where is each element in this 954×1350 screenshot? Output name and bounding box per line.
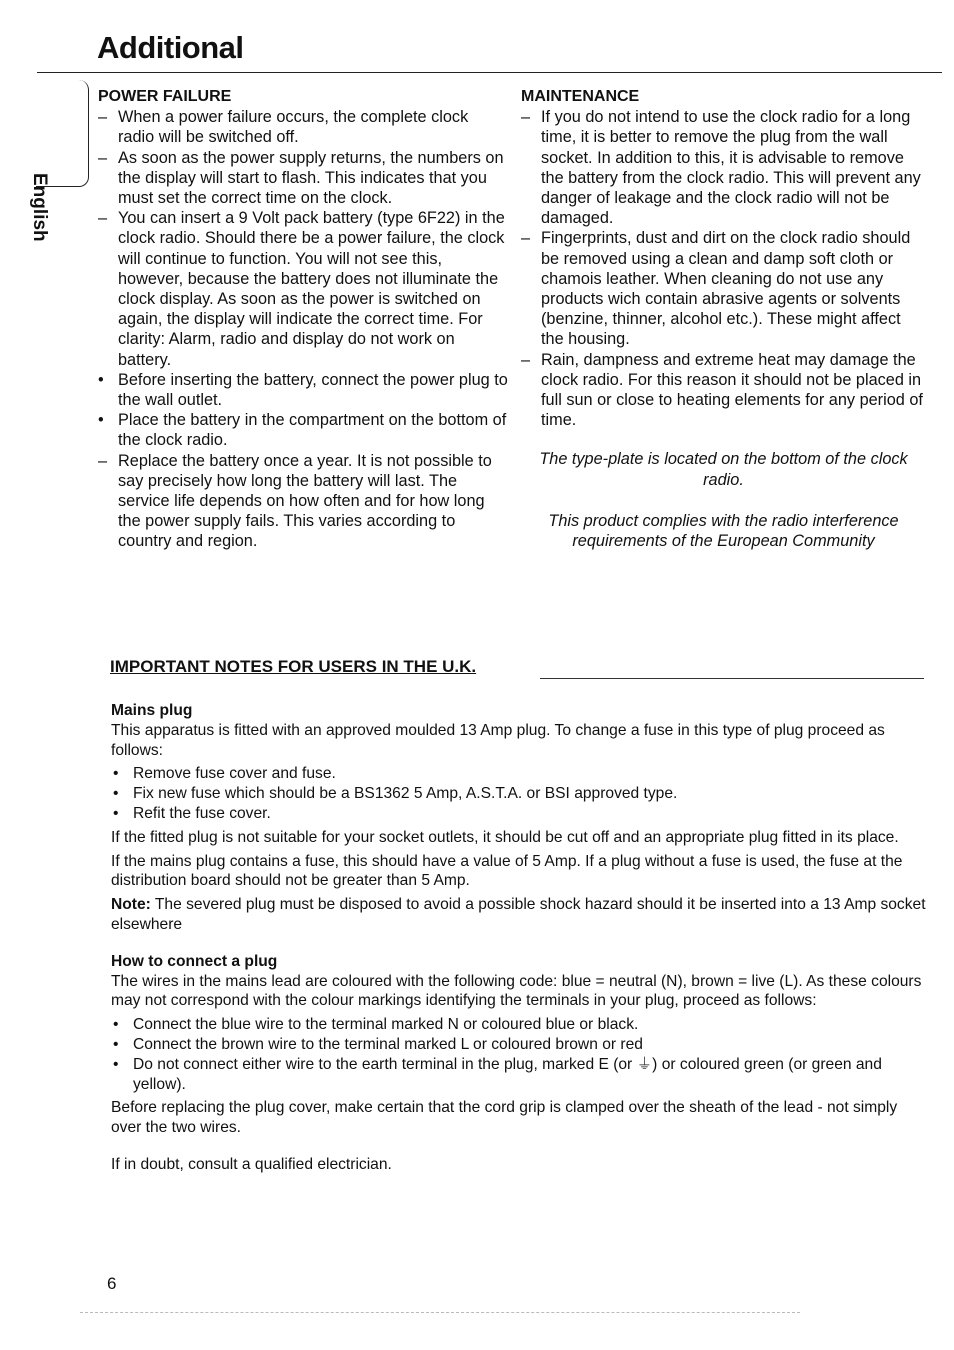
connect-plug-heading: How to connect a plug	[111, 952, 278, 970]
scan-artifact-line	[80, 1312, 800, 1313]
title-divider	[37, 72, 942, 73]
list-item: – When a power failure occurs, the complete clock radio will be switched off.	[98, 108, 469, 147]
connect-steps-list	[111, 1015, 926, 1094]
mains-plug-heading: Mains plug	[111, 702, 193, 719]
list-item: – Fingerprints, dust and dirt on the clock radio should be removed using a clean and damp soft cloth or chamois leather. When cleaning do not use any products wich contain abrasive agents or solvents (benzine, thinner, alcohol etc.). These might affect the housing.	[521, 229, 911, 349]
page-title: Additional	[97, 30, 244, 65]
fuse-paragraph: If the mains plug contains a fuse, this should have a value of 5 Amp. If a plug without a fuse is used, the fuse at the distribution board should not be greater than 5 Amp.	[111, 852, 903, 890]
maintenance-list	[521, 107, 926, 430]
list-item: • Place the battery in the compartment on the bottom of the clock radio.	[98, 411, 507, 450]
list-item: • Remove fuse cover and fuse.	[113, 765, 336, 783]
uk-notes-body	[111, 701, 926, 1175]
compliance-note: This product complies with the radio interference requirements of the European Community	[548, 511, 899, 551]
list-item: • Connect the brown wire to the terminal marked L or coloured brown or red	[113, 1035, 643, 1053]
connect-intro: The wires in the mains lead are coloured with the following code: blue = neutral (N), brown = live (L). As these colours may not correspond with the colour markings identifying the terminals in your plug, proceed as follows:	[111, 972, 922, 1010]
uk-notes-rule	[540, 678, 924, 679]
mains-intro: This apparatus is fitted with an approved moulded 13 Amp plug. To change a fuse in this type of plug proceed as follows:	[111, 721, 885, 759]
list-item: • Fix new fuse which should be a BS1362 5 Amp, A.S.T.A. or BSI approved type.	[113, 785, 678, 803]
list-item: • Refit the fuse cover.	[113, 804, 271, 822]
cord-grip-paragraph: Before replacing the plug cover, make certain that the cord grip is clamped over the sheath of the lead - not simply over the two wires.	[111, 1099, 898, 1137]
uk-notes-heading: IMPORTANT NOTES FOR USERS IN THE U.K.	[110, 657, 477, 676]
power-failure-list	[98, 107, 508, 551]
type-plate-note: The type-plate is located on the bottom of the clock radio.	[539, 450, 908, 489]
list-item: – As soon as the power supply returns, the numbers on the display will start to flash. This indicates that you must set the correct time on the clock.	[98, 148, 504, 208]
note-label: Note:	[111, 896, 151, 914]
language-tab-label: English	[29, 173, 50, 242]
note-text: The severed plug must be disposed to avoid a possible shock hazard should it be inserted into a 13 Amp socket elsewhere	[111, 896, 926, 933]
language-tab	[29, 80, 89, 242]
maintenance-heading: MAINTENANCE	[521, 88, 640, 105]
list-item: • Before inserting the battery, connect the power plug to the wall outlet.	[98, 370, 508, 410]
list-item: – You can insert a 9 Volt pack battery (type 6F22) in the clock radio. Should there be a power failure, the clock will continue to function. You will not see this, however, because the battery does not illuminate the clock display. As soon as the power is switched on again, the display will indicate the correct time. For clarity: Alarm, radio and display do not work on battery.	[98, 209, 505, 369]
list-item: – Rain, dampness and extreme heat may damage the clock radio. For this reason it should not be placed in full sun or close to heating elements for any period of time.	[521, 350, 923, 430]
page-number: 6	[107, 1274, 117, 1293]
doubt-paragraph: If in doubt, consult a qualified electrician.	[111, 1155, 392, 1173]
mains-steps-list	[111, 764, 926, 823]
list-item: – If you do not intend to use the clock radio for a long time, it is better to remove the plug from the wall socket. In addition to this, it is advisable to remove the battery from the clock radio. This will prevent any danger of leakage and the clock radio will not be damaged.	[521, 108, 921, 228]
maintenance-section	[521, 87, 926, 551]
list-item: – Replace the battery once a year. It is not possible to say precisely how long the battery will last. The service life depends on how often and for how long the power supply fails. This varies according to country and region.	[98, 451, 492, 551]
list-item: • Do not connect either wire to the earth terminal in the plug, marked E (or ⏚) or coloured green (or green and yellow).	[113, 1055, 882, 1093]
power-failure-heading: POWER FAILURE	[98, 88, 232, 105]
unsuitable-plug-paragraph: If the fitted plug is not suitable for your socket outlets, it should be cut off and an appropriate plug fitted in its place.	[111, 828, 899, 846]
power-failure-section	[98, 87, 508, 552]
note-paragraph	[111, 895, 926, 935]
list-item: • Connect the blue wire to the terminal marked N or coloured blue or black.	[113, 1016, 639, 1034]
